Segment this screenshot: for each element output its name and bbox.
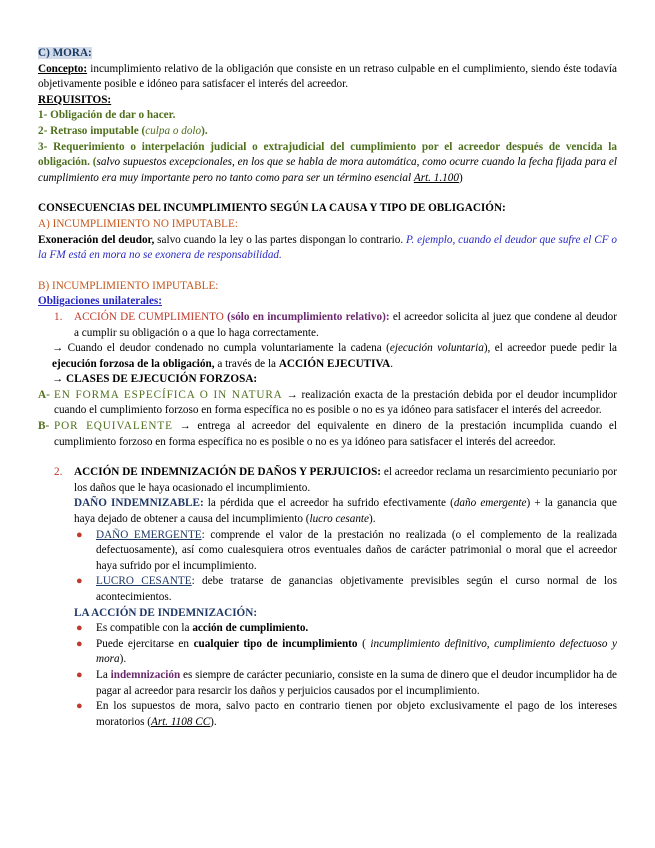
lucro-cesante-bullet (38, 574, 617, 605)
clase-b-title: POR EQUIVALENTE (54, 420, 173, 433)
indemnizacion-bullet-1 (38, 621, 617, 637)
accion-cumplimiento-text: el acreedor solicita al juez que condene al deudor a cumplir su obligación o a que lo haga correctamente. (74, 310, 617, 339)
dano-text-a: la pérdida que el acreedor ha sufrido efectivamente ( (203, 497, 454, 510)
article-ref-1108: Art. 1108 CC (151, 715, 211, 728)
ejecucion-forzosa-bold: ejecución forzosa de la obligación, (52, 357, 215, 370)
clase-a-letter: A- (38, 388, 50, 401)
indemnizacion-bullet-3 (38, 668, 617, 699)
dano-indemnizable-label: DAÑO INDEMNIZABLE: (74, 497, 204, 510)
lucro-cesante-label: LUCRO CESANTE (96, 575, 192, 588)
dano-indemnizable-paragraph (38, 496, 617, 527)
indemnizacion-3-bold: indemnización (110, 668, 181, 681)
dano-text-c: ). (369, 513, 376, 526)
accion-cumplimiento-item (38, 310, 617, 341)
indemnizacion-1-text: Es compatible con la (96, 622, 193, 635)
exoneracion-text: salvo cuando la ley o las partes dispongan lo contrario. (154, 233, 407, 246)
dano-emergente-italic: daño emergente (453, 497, 527, 510)
indemnizacion-4-end: ). (210, 715, 217, 728)
clase-a-title: EN FORMA ESPECÍFICA O IN NATURA (54, 388, 283, 401)
dano-emergente-label: DAÑO EMERGENTE (96, 528, 202, 541)
clase-b-text: → entrega al acreedor del equivalente en dinero de la prestación incumplida cuando el cumplimiento forzoso en forma específica no es posible o no es ya idóneo para satisfacer el interés del acreedor. (54, 420, 617, 448)
requisito-3 (38, 140, 617, 187)
requisito-3-end: ) (458, 171, 463, 184)
accion-cumplimiento-paren: (sólo en incumplimiento relativo): (223, 310, 390, 323)
clases-ejecucion-heading: → CLASES DE EJECUCIÓN FORZOSA: (52, 373, 258, 386)
indemnizacion-2-paren: ( (357, 637, 366, 650)
requisitos-label: REQUISITOS: (38, 93, 112, 106)
obligaciones-unilaterales-heading: Obligaciones unilaterales: (38, 295, 162, 308)
ejecucion-text-c: a través de la (214, 357, 279, 370)
ejecucion-text-d: . (390, 357, 393, 370)
accion-indemnizacion-heading: LA ACCIÓN DE INDEMNIZACIÓN: (74, 606, 258, 619)
accion-indemnizacion-text: el acreedor reclama un resarcimiento pecuniario por los daños que le haya ocasionado el incumplimiento. (74, 466, 618, 494)
indemnizacion-bullet-4 (38, 699, 617, 730)
consecuencias-title: CONSECUENCIAS DEL INCUMPLIMIENTO SEGÚN LA CAUSA Y TIPO DE OBLIGACIÓN: (38, 202, 506, 215)
requisito-1: 1- Obligación de dar o hacer. (38, 109, 176, 122)
item-number-1: 1. (54, 310, 63, 323)
requisito-3-text: 3- Requerimiento o interpelación judicial o extrajudicial del cumplimiento por el acreedor después de vencida la obligación. ( (38, 140, 617, 169)
bullet-icon: ● (76, 575, 83, 588)
bullet-icon: ● (76, 528, 83, 541)
indemnizacion-2-bold: cualquier tipo de incumplimiento (193, 637, 358, 650)
indemnizacion-2-italic: incumplimiento definitivo, cumplimiento defectuoso y mora (96, 637, 618, 666)
ejecucion-text-b: ), el acreedor puede pedir la (483, 342, 617, 355)
indemnizacion-3-text-b: es siempre de carácter pecuniario, consiste en la suma de dinero que el deudor incumplidor ha de pagar al acreedor para resarcir los daños y perjuicios causados por el incumplimiento. (96, 668, 618, 697)
accion-ejecutiva-bold: ACCIÓN EJECUTIVA (278, 357, 391, 370)
ejecucion-text-a: → Cuando el deudor condenado no cumpla voluntariamente la cadena ( (52, 342, 390, 355)
bullet-icon: ● (76, 622, 83, 635)
incumplimiento-imputable-heading: B) INCUMPLIMIENTO IMPUTABLE: (38, 279, 219, 292)
requisito-3-italic: salvo supuestos excepcionales, en los que se habla de mora automática, como ocurre cuando la fecha fijada para el cumplimiento era muy importante pero no tanto como para ser un término esencial (38, 156, 617, 184)
requisito-2-end: ). (201, 124, 208, 137)
clase-b-letter: B- (38, 420, 50, 433)
requisito-2 (38, 124, 617, 140)
accion-cumplimiento-title: ACCIÓN DE CUMPLIMIENTO (74, 310, 224, 323)
item-number-2: 2. (54, 466, 63, 479)
ejecucion-forzosa-paragraph (38, 341, 617, 372)
indemnizacion-4-text: En los supuestos de mora, salvo pacto en contrario tienen por objeto exclusivamente el pago de los intereses moratorios ( (96, 700, 617, 728)
exoneracion-label: Exoneración del deudor, (38, 233, 155, 246)
clase-a-text: → realización exacta de la prestación debida por el deudor incumplidor cuando el cumplimiento forzoso en forma específica no es posible o no es ya idóneo para satisfacer el interés del acreedor. (54, 388, 618, 417)
requisito-2-text: 2- Retraso imputable ( (38, 124, 146, 137)
ejecucion-voluntaria-italic: ejecución voluntaria (389, 342, 484, 355)
article-ref-1100: Art. 1.100 (413, 171, 459, 184)
concepto-text: incumplimiento relativo de la obligación que consiste en un retraso culpable en el cumplimiento, siendo éste todavía objetivamente posible e idóneo para satisfacer el interés del acreedor. (38, 62, 617, 91)
clase-a-item (38, 388, 617, 419)
indemnizacion-2-text: Puede ejercitarse en (96, 637, 194, 650)
indemnizacion-bullet-2 (38, 637, 617, 668)
accion-indemnizacion-title: ACCIÓN DE INDEMNIZACIÓN DE DAÑOS Y PERJUICIOS: (74, 466, 382, 479)
indemnizacion-1-bold: acción de cumplimiento. (192, 622, 309, 635)
dano-emergente-bullet (38, 528, 617, 575)
bullet-icon: ● (76, 637, 83, 650)
lucro-cesante-text: : debe tratarse de ganancias objetivamente previsibles según el curso normal de los acontecimientos. (96, 575, 617, 603)
mora-heading: C) MORA: (38, 47, 92, 59)
indemnizacion-2-end: ). (119, 653, 127, 666)
clase-b-item (38, 419, 617, 450)
exoneracion-paragraph (38, 233, 617, 264)
concepto-paragraph (38, 62, 617, 93)
dano-emergente-text: : comprende el valor de la prestación no realizada (o el complemento de la realizada defectuosamente), así como cualesquiera otros eventuales daños de carácter patrimonial o moral que el acreedor haya sufrido por el incumplimiento. (96, 528, 617, 572)
indemnizacion-3-text-a: La (96, 668, 111, 681)
bullet-icon: ● (76, 668, 83, 681)
incumplimiento-no-imputable-heading: A) INCUMPLIMIENTO NO IMPUTABLE: (38, 217, 238, 230)
dano-text-b: ) + la ganancia que haya dejado de obtener a causa del incumplimiento ( (74, 497, 617, 526)
lucro-cesante-italic: lucro cesante (309, 513, 370, 526)
concepto-label: Concepto: (38, 62, 88, 75)
accion-indemnizacion-item (38, 465, 617, 496)
bullet-icon: ● (76, 700, 83, 713)
exoneracion-example: P. ejemplo, cuando el deudor que sufre el CF o la FM está en mora no se exonera de responsabilidad. (38, 233, 617, 262)
requisito-2-italic: culpa o dolo (145, 124, 202, 137)
